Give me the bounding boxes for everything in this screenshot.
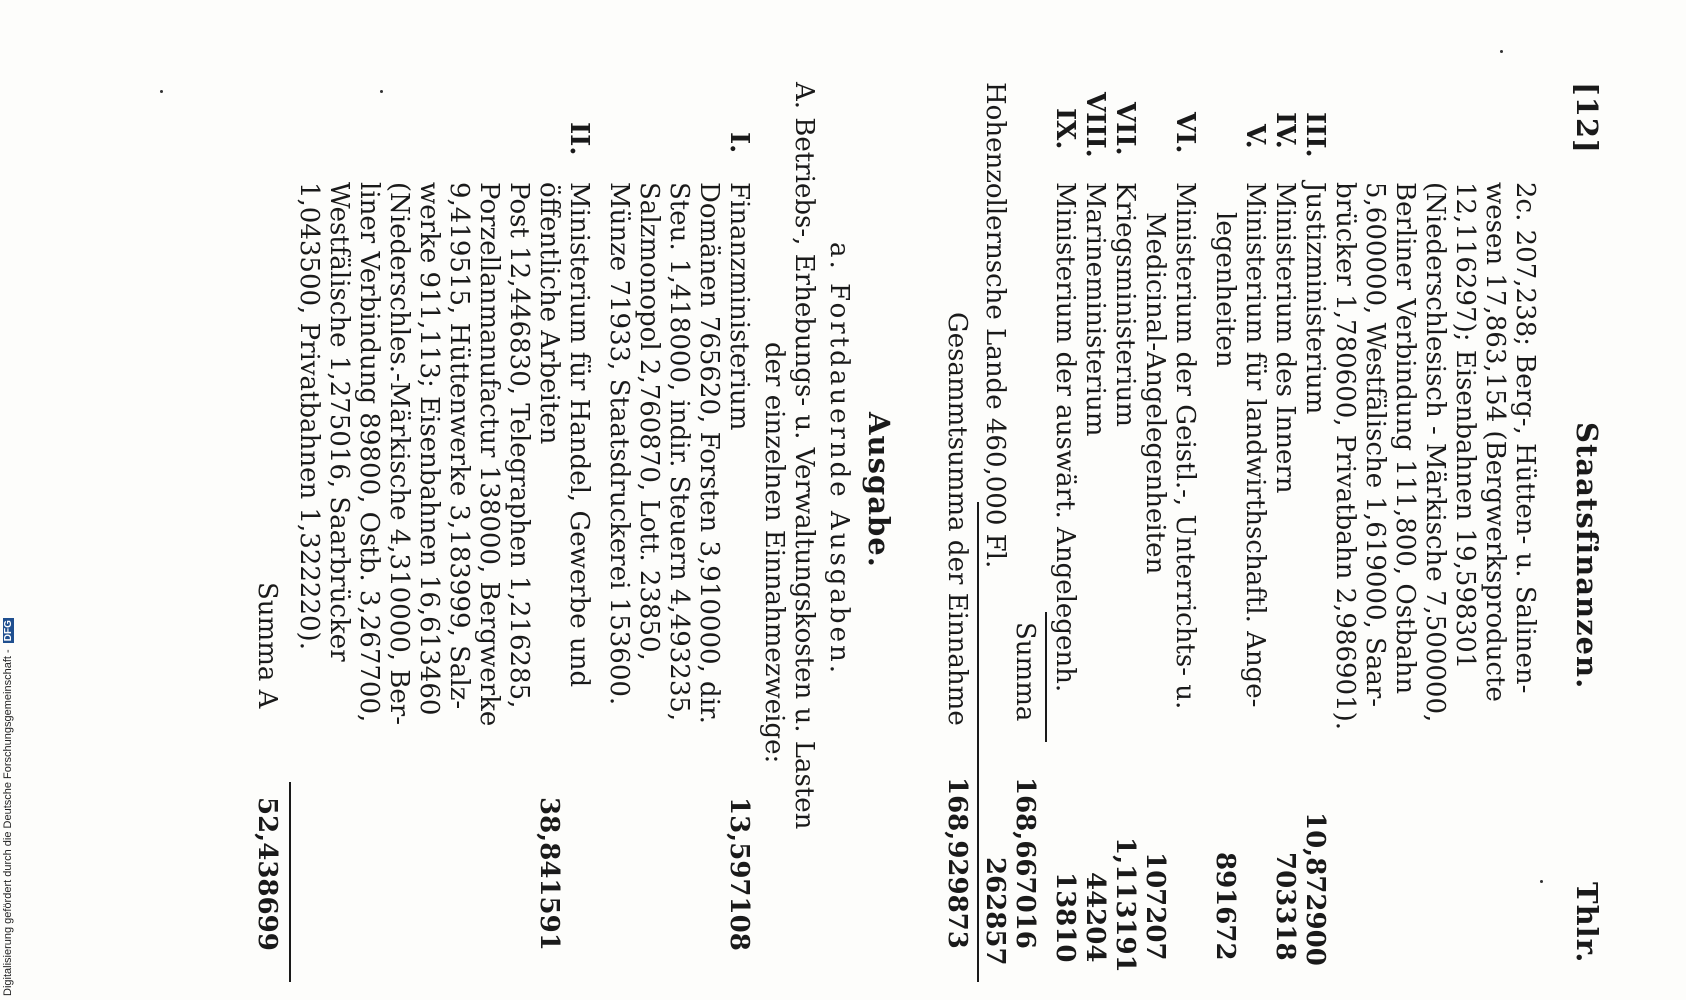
- dfg-logo: DFG: [3, 620, 14, 642]
- ministry-label: Ministerium des Innern: [1270, 182, 1300, 494]
- ministry-label: Ministerium der auswärt. Angelegenh.: [1050, 182, 1080, 693]
- ministry-label: öffentliche Arbeiten: [534, 182, 564, 445]
- ausgabe-subheading: a. Fortdauernde Ausgaben.: [824, 242, 854, 676]
- rule-line: [977, 502, 979, 982]
- ministry-amount: 703318: [1270, 852, 1300, 961]
- ministry-amount: 38,841591: [534, 797, 564, 951]
- ministry-label: Medicinal-Angelegenheiten: [1140, 212, 1170, 575]
- running-title: Staatsfinanzen.: [1570, 422, 1604, 690]
- hohenzollern-label: Hohenzollernsche Lande 460,000 Fl.: [980, 82, 1010, 569]
- ministry-label: Ministerium der Geistl.-, Unterrichts- u.: [1170, 182, 1200, 710]
- ministry-amount: 44204: [1080, 872, 1110, 963]
- roman-numeral: VIII.: [1080, 92, 1110, 158]
- scan-speck: [1500, 50, 1503, 53]
- ministry-label: legenheiten: [1210, 212, 1240, 368]
- section-a-subtitle: der einzelnen Einnahmezweige:: [759, 342, 789, 764]
- ministry-amount: 891672: [1210, 852, 1240, 961]
- scan-speck: [380, 90, 383, 93]
- roman-numeral: II.: [564, 122, 594, 156]
- ministry-amount: 13,597108: [724, 797, 754, 951]
- ministry-label: Kriegsministerium: [1110, 182, 1140, 427]
- rule-line: [289, 782, 291, 982]
- rotated-page-content: [12] Staatsfinanzen. Thlr. 2c. 207,238; Berg-, Hütten- u. Salinen- wesen 17,863,154 (Bergwerksproducte 12,116297); Eisenbahnen 19,598301 (Niederschlesisch - Märkische 7,500000, Berliner Verbindung 111,800, Ostbahn 5,600000, Westfälische 1,619000, Saar- brücker 1,780600, Privatbahn 2,986901). III. Justizministerium 10,872900 IV. Ministerium des Innern 703318 V. Ministerium für landwirthschaftl. Ange- legenheiten 891672 VI. Ministerium der Geistl.-, Unterrichts- u. Medicinal-Angelegenheiten 107207 VII. Kriegsministerium 1,113191 VIII. Marineministerium 44204 IX. Ministerium der auswärt. Angelegenh. 13810 Summa 168,667016 Hohenzollernsche Lande 460,000 Fl. 262857 Gesammtsumma der Einnahme 168,929873: [903, 82, 1603, 982]
- ministry-label: Ministerium für Handel, Gewerbe und: [564, 182, 594, 688]
- ministry-amount: 107207: [1140, 852, 1170, 961]
- unit-label: Thlr.: [1570, 882, 1604, 964]
- roman-numeral: VI.: [1170, 112, 1200, 154]
- ministry-label: Justizministerium: [1300, 182, 1330, 415]
- page-number: [12]: [1570, 82, 1604, 154]
- summa-amount: 168,667016: [1010, 777, 1040, 949]
- summa-a-label: Summa A: [252, 582, 282, 709]
- gesammtsumma-amount: 168,929873: [942, 777, 972, 949]
- ausgabe-heading: Ausgabe.: [862, 412, 896, 568]
- scan-speck: [160, 90, 163, 93]
- rule-line: [1045, 612, 1047, 742]
- ministry-amount: 1,113191: [1110, 837, 1140, 973]
- ministry-label: Finanzministerium: [724, 182, 754, 431]
- hohenzollern-amount: 262857: [980, 857, 1010, 966]
- ministry-amount: 10,872900: [1300, 812, 1330, 966]
- ministry-label: Marineministerium: [1080, 182, 1110, 437]
- ministry-amount: 13810: [1050, 872, 1080, 963]
- roman-numeral: V.: [1240, 124, 1270, 149]
- rotated-page-content-ausgabe: Ausgabe. a. Fortdauernde Ausgaben. A. Betriebs-, Erhebungs- u. Verwaltungskosten u. Lasten der einzelnen Einnahmezweige: I. Finanzministerium 13,597108 Domänen 765620, Forsten 3,910000, dir. Steu. 1,418000, indir. Steuern 4,493235, Salzmonopol 2,760870, Lott. 23850, Münze 71933, Staatsdruckerei 153600. II. Ministerium für Handel, Gewerbe und öffentliche Arbeiten 38,841591 Post 12,446830, Telegraphen 1,216285, Porzellanmanufactur 138000, Bergwerke 9,419515, Hüttenwerke 3,183999, Salz- werke 911,113; Eisenbahnen 16,613460 (Niederschles.-Märkische 4,310000, Ber- liner Verbindung 89800, Ostb. 3,267700, Westfälische 1,275016, Saarbrücker 1,043500, Privatbahnen 1,322220). Summa A 52,438699: [195, 82, 895, 982]
- gesammtsumma-label: Gesammtsumma der Einnahme: [942, 312, 972, 726]
- roman-numeral: IX.: [1050, 108, 1080, 150]
- roman-numeral: IV.: [1270, 112, 1300, 149]
- credit-text: Digitalisierung gefördert durch die Deutsche Forschungsgemeinschaft -: [2, 649, 14, 996]
- summa-label: Summa: [1010, 622, 1040, 722]
- ministry-label: Ministerium für landwirthschaftl. Ange-: [1240, 182, 1270, 708]
- scan-speck: [1540, 880, 1543, 883]
- roman-numeral: VII.: [1110, 102, 1140, 156]
- summa-a-amount: 52,438699: [252, 797, 282, 951]
- credit-strip: [0, 0, 22, 1000]
- roman-numeral: III.: [1300, 112, 1330, 158]
- roman-numeral: I.: [724, 132, 754, 154]
- section-a-title: A. Betriebs-, Erhebungs- u. Verwaltungskosten u. Lasten: [789, 82, 819, 830]
